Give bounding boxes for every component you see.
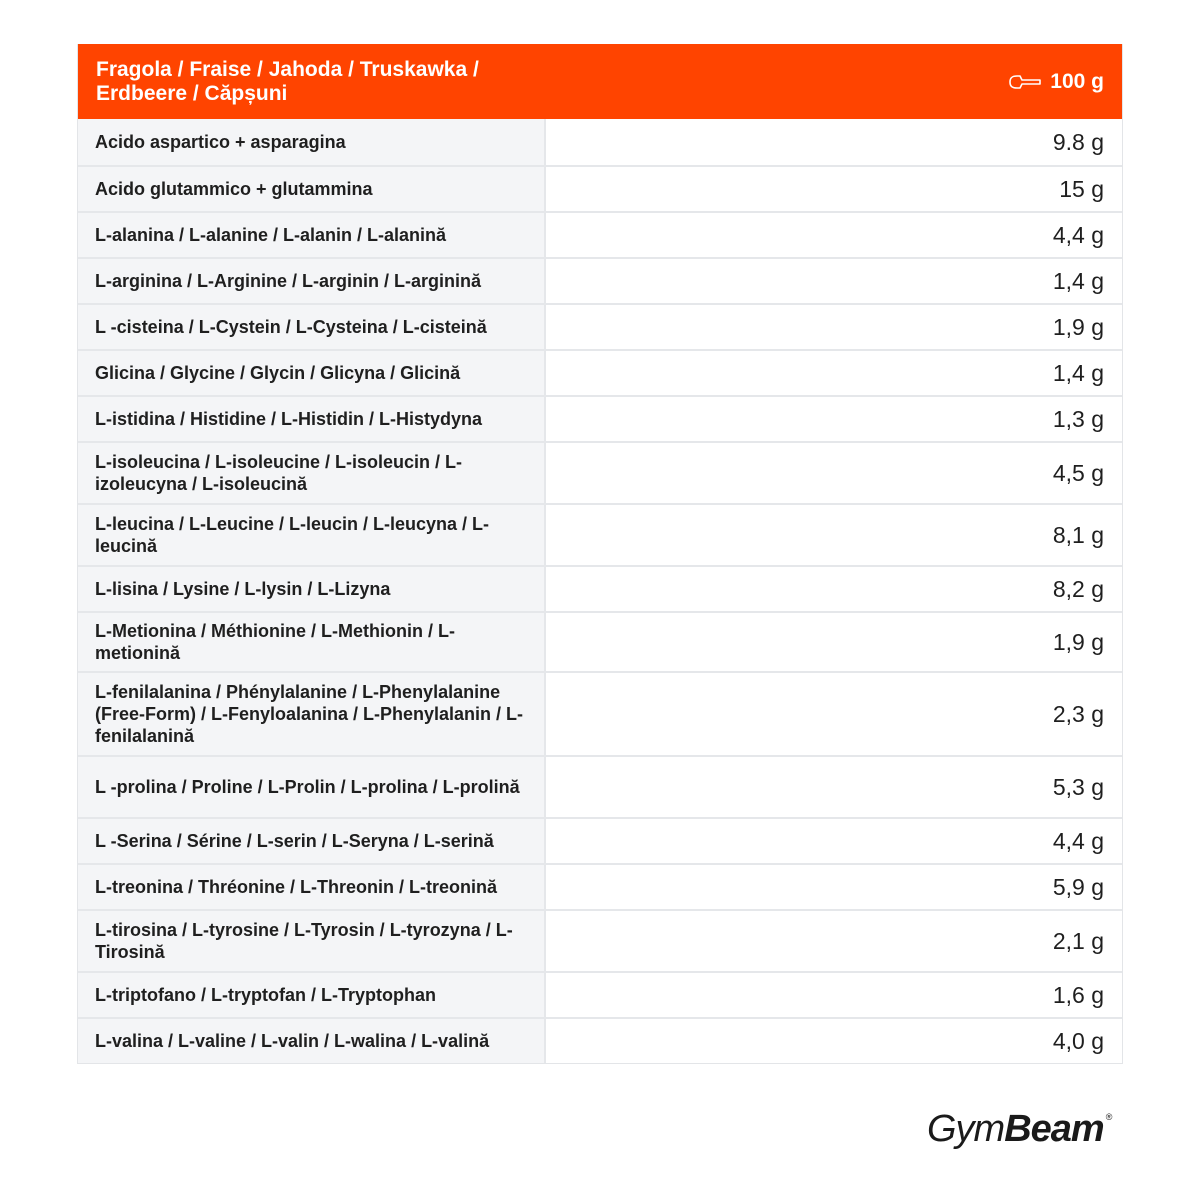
nutrient-value: 4,4 g: [1052, 827, 1104, 854]
table-row: [78, 909, 1122, 971]
table-row: [78, 611, 1122, 671]
table-row: [78, 165, 1122, 211]
table-row: [78, 119, 1122, 165]
table-row: [78, 211, 1122, 257]
nutrient-name: L-treonina / Thréonine / L-Threonin / L-treonină: [78, 865, 546, 909]
nutrient-name: L-valina / L-valine / L-valin / L-walina / L-valină: [78, 1019, 546, 1063]
serving-size-label: 100 g: [1050, 69, 1104, 93]
amino-acid-table: [77, 44, 1123, 1064]
registered-mark: ®: [1105, 1112, 1112, 1122]
flavor-title: Fragola / Fraise / Jahoda / Truskawka / Erdbeere / Căpșuni: [96, 57, 479, 105]
nutrient-value: 4,4 g: [1052, 221, 1104, 248]
nutrient-name: Acido glutammico + glutammina: [78, 167, 546, 211]
table-row: [78, 1017, 1122, 1063]
serving-size: [1008, 70, 1104, 94]
nutrient-name: L -cisteina / L-Cystein / L-Cysteina / L-cisteină: [78, 305, 546, 349]
table-header: [78, 44, 1122, 119]
table-row: [78, 441, 1122, 503]
nutrient-value: 9.8 g: [1052, 128, 1104, 155]
nutrient-name: L-lisina / Lysine / L-lysin / L-Lizyna: [78, 567, 546, 611]
table-row: [78, 755, 1122, 817]
nutrient-name: L-tirosina / L-tyrosine / L-Tyrosin / L-tyrozyna / L-Tirosină: [78, 911, 546, 971]
nutrient-value: 1,4 g: [1052, 267, 1104, 294]
table-row: [78, 503, 1122, 565]
nutrient-value: 15 g: [1059, 175, 1104, 202]
nutrient-value: 4,5 g: [1052, 459, 1104, 486]
table-body: [78, 119, 1122, 1063]
nutrient-name: L-arginina / L-Arginine / L-arginin / L-arginină: [78, 259, 546, 303]
logo-beam: Beam: [1004, 1108, 1104, 1150]
nutrient-name: L -Serina / Sérine / L-serin / L-Seryna / L-serină: [78, 819, 546, 863]
nutrient-value: 5,9 g: [1052, 873, 1104, 900]
table-row: [78, 817, 1122, 863]
nutrient-name: L-triptofano / L-tryptofan / L-Tryptophan: [78, 973, 546, 1017]
nutrient-value: 2,3 g: [1052, 700, 1104, 727]
scoop-icon: [1008, 73, 1042, 91]
nutrient-name: L-istidina / Histidine / L-Histidin / L-Histydyna: [78, 397, 546, 441]
gymbeam-logo: [927, 1108, 1111, 1151]
logo-gym: Gym: [927, 1108, 1005, 1150]
table-row: [78, 565, 1122, 611]
nutrient-name: L-isoleucina / L-isoleucine / L-isoleucin / L-izoleucyna / L-isoleucină: [78, 443, 546, 503]
nutrient-value: 1,6 g: [1052, 981, 1104, 1008]
nutrient-value: 2,1 g: [1052, 927, 1104, 954]
nutrient-value: 1,9 g: [1052, 628, 1104, 655]
nutrient-name: Glicina / Glycine / Glycin / Glicyna / Glicină: [78, 351, 546, 395]
table-row: [78, 349, 1122, 395]
nutrient-name: Acido aspartico + asparagina: [78, 119, 546, 165]
nutrient-value: 5,3 g: [1052, 773, 1104, 800]
table-row: [78, 395, 1122, 441]
nutrient-value: 4,0 g: [1052, 1027, 1104, 1054]
nutrient-name: L-alanina / L-alanine / L-alanin / L-alanină: [78, 213, 546, 257]
table-row: [78, 971, 1122, 1017]
nutrient-value: 1,4 g: [1052, 359, 1104, 386]
nutrient-name: L-Metionina / Méthionine / L-Methionin / L-metionină: [78, 613, 546, 671]
nutrient-name: L-leucina / L-Leucine / L-leucin / L-leucyna / L-leucină: [78, 505, 546, 565]
nutrient-name: L -prolina / Proline / L-Prolin / L-prolina / L-prolină: [78, 757, 546, 817]
nutrient-name: L-fenilalanina / Phénylalanine / L-Phenylalanine (Free-Form) / L-Fenyloalanina / L-Phenylalanin / L-fenilalanină: [78, 673, 546, 755]
table-row: [78, 257, 1122, 303]
nutrient-value: 1,3 g: [1052, 405, 1104, 432]
nutrient-value: 8,1 g: [1052, 521, 1104, 548]
table-row: [78, 671, 1122, 755]
nutrient-value: 8,2 g: [1052, 575, 1104, 602]
table-row: [78, 863, 1122, 909]
nutrient-value: 1,9 g: [1052, 313, 1104, 340]
table-row: [78, 303, 1122, 349]
